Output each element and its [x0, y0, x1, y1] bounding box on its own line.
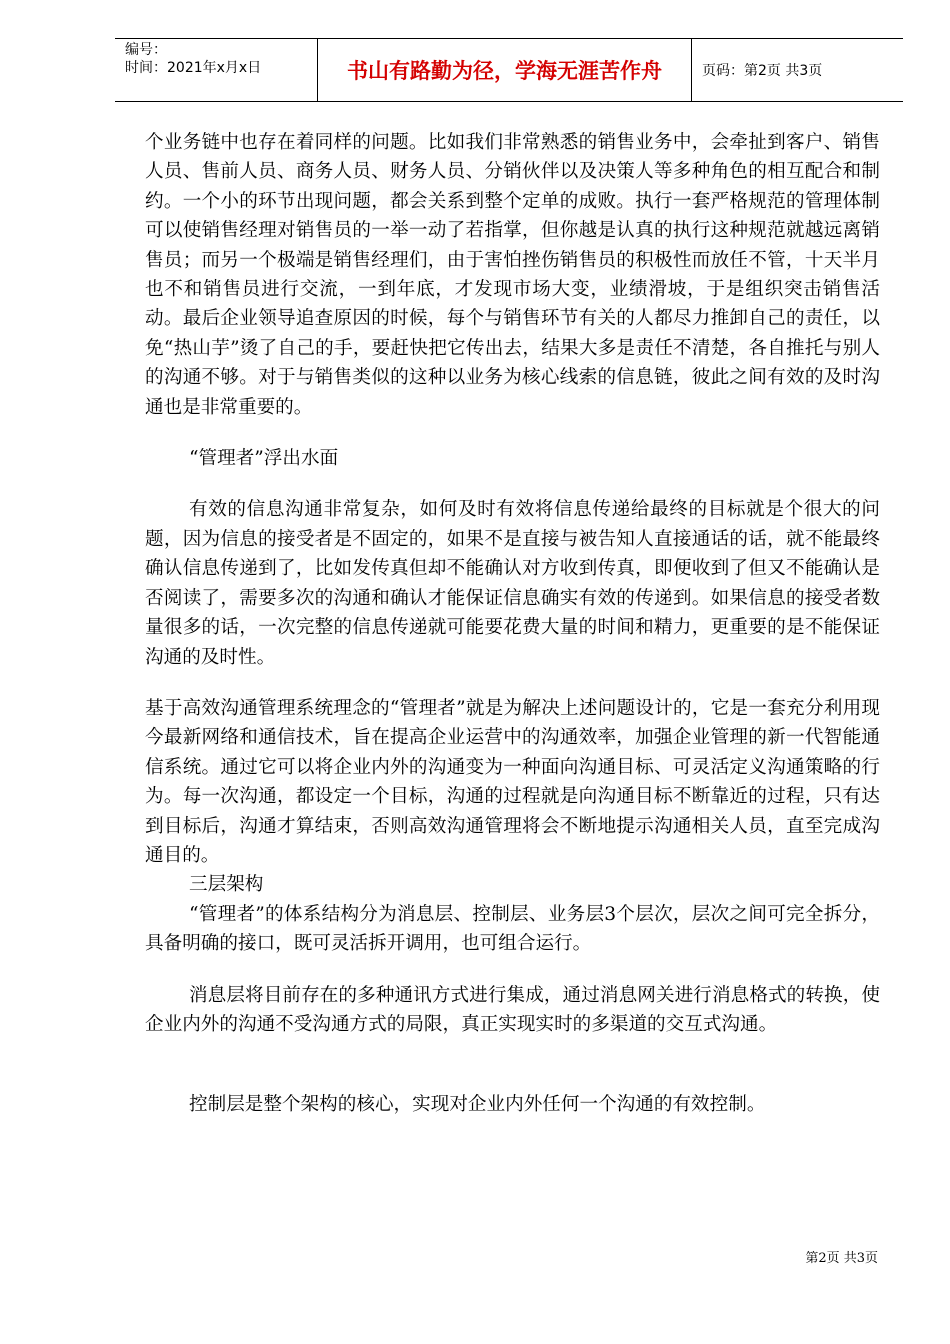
number-label: 编号： — [125, 42, 167, 58]
header-motto: 书山有路勤为径，学海无涯苦作舟 — [318, 39, 692, 101]
page-footer: 第2页 共3页 — [805, 1251, 878, 1266]
page-header — [115, 38, 903, 102]
body-paragraph-5: 消息层将目前存在的多种通讯方式进行集成，通过消息网关进行消息格式的转换，使企业内外的沟通不受沟通方式的局限，真正实现实时的多渠道的交互式沟通。 — [145, 984, 880, 1035]
body-paragraph-2: 有效的信息沟通非常复杂，如何及时有效将信息传递给最终的目标就是个很大的问题，因为信息的接受者是不固定的，如果不是直接与被告知人直接通话的话，就不能最终确认信息传递到了，比如发传真但却不能确认对方收到传真，即便收到了但又不能确认是否阅读了，需要多次的沟通和确认才能保证信息确实有效的传递到。如果信息的接受者数量很多的话，一次完整的信息传递就可能要花费大量的时间和精力，更重要的是不能保证沟通的及时性。 — [145, 499, 880, 668]
document-body — [145, 128, 880, 1120]
header-meta — [115, 39, 318, 101]
body-paragraph-4: “管理者”的体系结构分为消息层、控制层、业务层3个层次，层次之间可完全拆分，具备明确的接口，既可灵活拆开调用，也可组合运行。 — [145, 903, 880, 955]
section-heading-architecture: 三层架构 — [189, 874, 264, 896]
time-label: 时间：2021年x月x日 — [125, 60, 262, 76]
body-paragraph-6: 控制层是整个架构的核心，实现对企业内外任何一个沟通的有效控制。 — [189, 1094, 766, 1116]
header-page-number: 页码：第2页 共3页 — [702, 63, 823, 79]
body-paragraph-3: 基于高效沟通管理系统理念的“管理者”就是为解决上述问题设计的，它是一套充分利用现今最新网络和通信技术，旨在提高企业运营中的沟通效率，加强企业管理的新一代智能通信系统。通过它可以将企业内外的沟通变为一种面向沟通目标、可灵活定义沟通策略的行为。每一次沟通，都设定一个目标，沟通的过程就是向沟通目标不断靠近的过程，只有达到目标后，沟通才算结束，否则高效沟通管理将会不断地提示沟通相关人员，直至完成沟通目的。 — [145, 697, 880, 866]
body-paragraph-1: 个业务链中也存在着同样的问题。比如我们非常熟悉的销售业务中，会牵扯到客户、销售人员、售前人员、商务人员、财务人员、分销伙伴以及决策人等多种角色的相互配合和制约。一个小的环节出现问题，都会关系到整个定单的成败。执行一套严格规范的管理体制可以使销售经理对销售员的一举一动了若指掌，但你越是认真的执行这种规范就越远离销售员；而另一个极端是销售经理们，由于害怕挫伤销售员的积极性而放任不管，十天半月也不和销售员进行交流，一到年底，才发现市场大变，业绩滑坡，于是组织突击销售活动。最后企业领导追查原因的时候，每个与销售环节有关的人都尽力推卸自己的责任，以免“热山芋”烫了自己的手，要赶快把它传出去，结果大多是责任不清楚，各自推托与别人的沟通不够。对于与销售类似的这种以业务为核心线索的信息链，彼此之间有效的及时沟通也是非常重要的。 — [145, 132, 880, 418]
section-heading-manager: “管理者”浮出水面 — [189, 448, 339, 470]
